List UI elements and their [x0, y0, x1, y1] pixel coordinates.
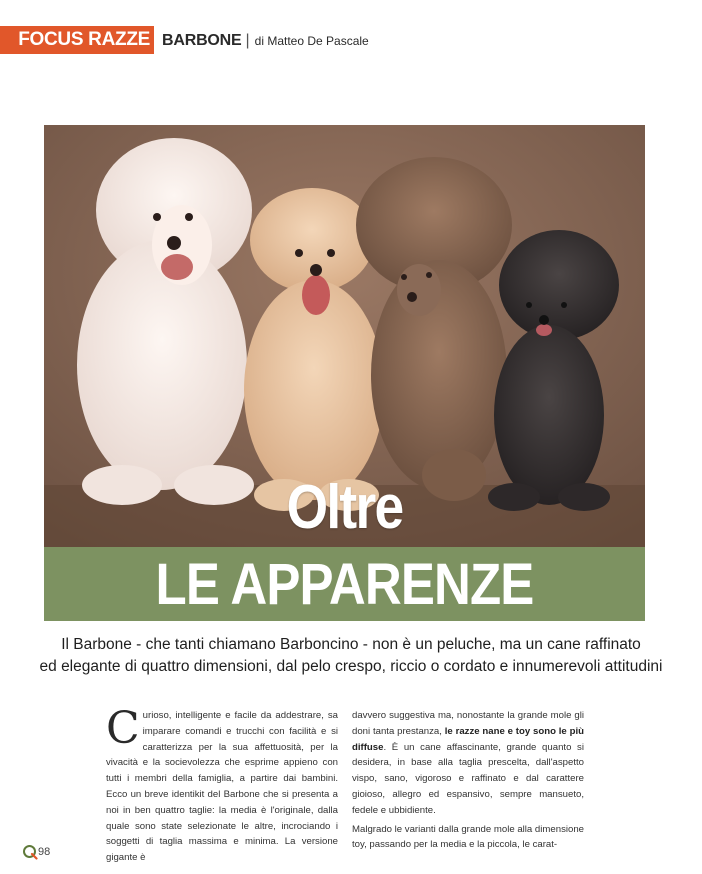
- byline-separator: |: [245, 32, 250, 49]
- article-title-line-1: Oltre: [286, 473, 403, 542]
- article-title-line-2: LE APPARENZE: [155, 552, 534, 617]
- article-column-left: [106, 703, 338, 869]
- magazine-logo-icon: [22, 844, 38, 860]
- article-column-right: [352, 708, 584, 856]
- paragraph-text: . È un cane affascinante, grande quanto si desidera, in base alla taglia prescelta, dall'aspetto vispo, sano, vigoroso e raffinato e dal carattere gioioso, allegro ed espansivo, sempre mansueto, fedele e ubbidiente.: [352, 741, 584, 816]
- column-right-paragraph-1: [352, 708, 584, 819]
- section-tag: FOCUS RAZZE: [0, 26, 154, 54]
- lede-line-1: Il Barbone - che tanti chiamano Barboncino - non è un peluche, ma un cane raffinato: [61, 636, 641, 653]
- article-byline: [162, 30, 369, 52]
- breed-name: BARBONE: [162, 32, 242, 49]
- lede-line-2: ed elegante di quattro dimensioni, dal pelo crespo, riccio o cordato e innumerevoli attitudini: [39, 658, 663, 675]
- column-left-text: urioso, intelligente e facile da addestrare, sa imparare comandi e trucchi con facilità e si caratterizza per la sua affettuosità, per la vivacità e la socievolezza che esprime appieno con tutti i membri della famiglia, a partire dai bambini. Ecco un breve identikit del Barbone che si presenta a noi in ben quattro taglie: la media è l'originale, dalla quale sono state selezionate le altre, incrociando i soggetti di taglia massima e minima. La versione gigante è: [106, 710, 338, 864]
- page-folio: [22, 842, 50, 862]
- author-name: di Matteo De Pascale: [254, 34, 369, 48]
- article-lede: [30, 634, 672, 678]
- column-right-paragraph-2: Malgrado le varianti dalla grande mole alla dimensione toy, passando per la media e la piccola, le carat-: [352, 823, 584, 851]
- page-number: 98: [38, 846, 51, 858]
- paragraph-text: davvero suggestiva ma, nonostante la grande mole gli doni tanta prestanza,: [352, 710, 584, 737]
- drop-cap: C: [106, 703, 140, 754]
- emphasis-text: le razze nane e toy sono le più diffuse: [352, 725, 584, 753]
